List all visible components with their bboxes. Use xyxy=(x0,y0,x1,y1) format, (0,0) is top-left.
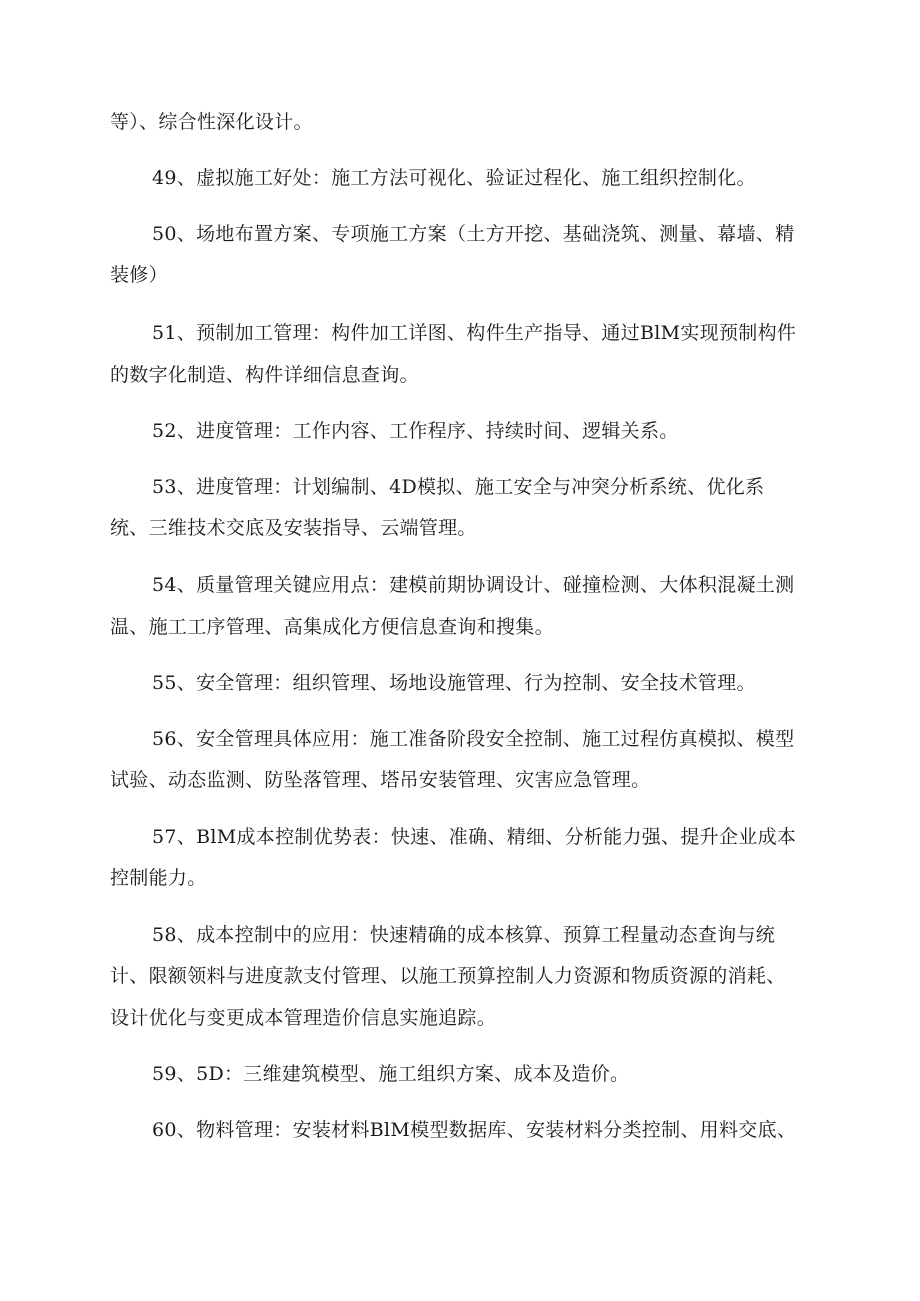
text-line: 等）、综合性深化设计。 xyxy=(110,111,313,133)
text-line: 温、施工工序管理、高集成化方便信息查询和搜集。 xyxy=(110,616,554,638)
text-line: 设计优化与变更成本管理造价信息实施追踪。 xyxy=(110,1007,497,1029)
text-line: 56、安全管理具体应用：施工准备阶段安全控制、施工过程仿真模拟、模型 xyxy=(152,728,795,750)
text-line: 50、场地布置方案、专项施工方案（土方开挖、基础浇筑、测量、幕墙、精 xyxy=(152,223,795,245)
text-line: 52、进度管理：工作内容、工作程序、持续时间、逻辑关系。 xyxy=(152,420,679,442)
text-line: 58、成本控制中的应用：快速精确的成本核算、预算工程量动态查询与统 xyxy=(152,924,776,946)
text-line: 53、进度管理：计划编制、4D模拟、施工安全与冲突分析系统、优化系 xyxy=(152,476,765,498)
text-line: 计、限额领料与进度款支付管理、以施工预算控制人力资源和物质资源的消耗、 xyxy=(110,965,786,987)
text-line: 57、BlM成本控制优势表：快速、准确、精细、分析能力强、提升企业成本 xyxy=(152,826,797,848)
text-line: 55、安全管理：组织管理、场地设施管理、行为控制、安全技术管理。 xyxy=(152,672,756,694)
text-line: 试验、动态监测、防坠落管理、塔吊安装管理、灾害应急管理。 xyxy=(110,769,651,791)
text-line: 59、5D：三维建筑模型、施工组织方案、成本及造价。 xyxy=(152,1063,630,1085)
text-line: 的数字化制造、构件详细信息查询。 xyxy=(110,364,419,386)
text-line: 60、物料管理：安装材料BlM模型数据库、安装材料分类控制、用料交底、 xyxy=(152,1119,797,1141)
text-line: 49、虚拟施工好处：施工方法可视化、验证过程化、施工组织控制化。 xyxy=(152,167,756,189)
text-line: 统、三维技术交底及安装指导、云端管理。 xyxy=(110,517,477,539)
text-line: 51、预制加工管理：构件加工详图、构件生产指导、通过BlM实现预制构件 xyxy=(152,322,797,344)
text-line: 控制能力。 xyxy=(110,867,207,889)
text-line: 54、质量管理关键应用点：建模前期协调设计、碰撞检测、大体积混凝土测 xyxy=(152,574,795,596)
text-line: 装修） xyxy=(110,264,168,286)
